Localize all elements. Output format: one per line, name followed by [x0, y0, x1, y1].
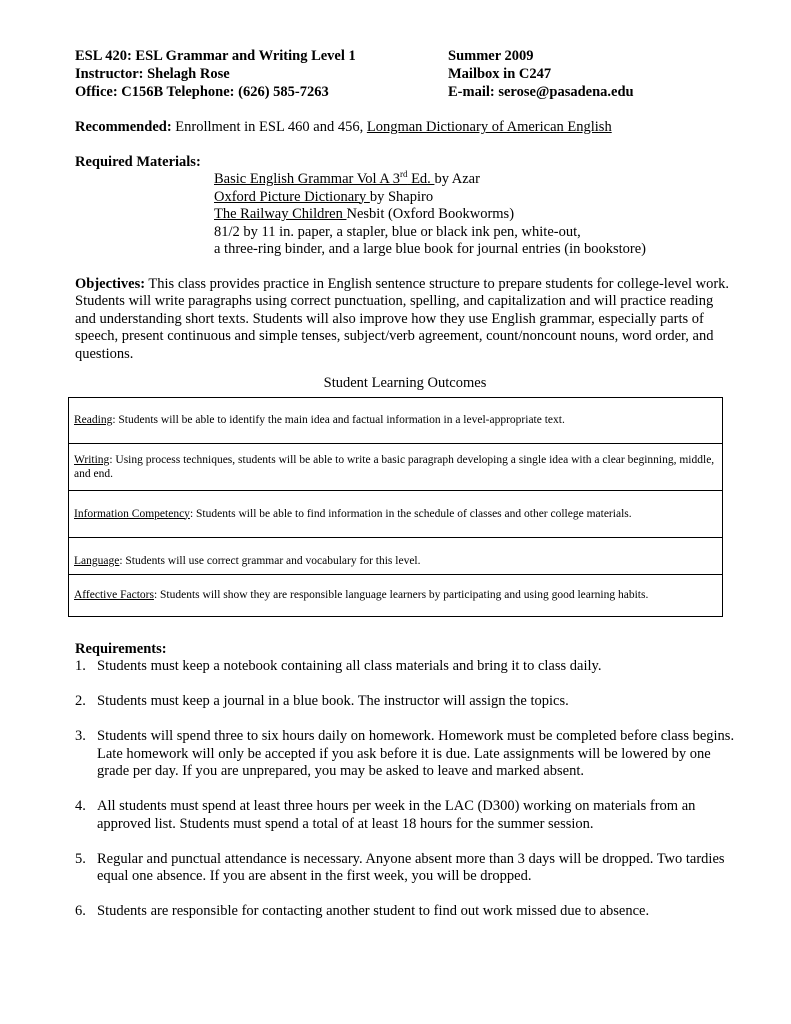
- slo-label: Writing: [74, 453, 110, 466]
- slo-title: Student Learning Outcomes: [323, 375, 487, 391]
- material-item: [214, 171, 735, 189]
- instructor-name: Instructor: Shelagh Rose: [75, 66, 230, 82]
- material-sup: rd: [399, 169, 408, 180]
- slo-label: Affective Factors: [74, 589, 154, 601]
- material-title-rest: Ed.: [407, 171, 435, 187]
- material-author: by Shapiro: [369, 188, 434, 205]
- requirements-label: Requirements:: [75, 640, 167, 657]
- material-item: [214, 189, 735, 207]
- list-item: 3. Students will spend three to six hours daily on homework. Homework must be completed before class begins. Late homework will only be accepted if you ask before it is due. Late assignments will be lowered by one grade per day. If you are unprepared, you may be asked to leave and marked absent.: [75, 728, 735, 779]
- material-title: Oxford Picture Dictionary: [214, 188, 370, 205]
- table-row: [69, 397, 723, 443]
- requirements-section: [75, 641, 735, 921]
- required-materials-section: [75, 154, 735, 259]
- list-item: 1. Students must keep a notebook containing all class materials and bring it to class daily.: [75, 658, 602, 674]
- mailbox-location: Mailbox in C247: [448, 66, 552, 82]
- slo-label: Information Competency: [74, 507, 190, 520]
- slo-text: : Using process techniques, students will be able to write a basic paragraph developing a single idea with a clear beginning, middle, and end.: [74, 453, 715, 480]
- table-row: [69, 490, 723, 537]
- office-phone: Office: C156B Telephone: (626) 585-7263: [75, 84, 329, 100]
- table-row: [69, 537, 723, 574]
- material-item: 81/2 by 11 in. paper, a stapler, blue or black ink pen, white-out,: [214, 223, 581, 240]
- recommended-section: [75, 119, 735, 137]
- table-row: [69, 443, 723, 490]
- slo-text: : Students will be able to find information in the schedule of classes and other college materials.: [189, 507, 632, 520]
- objectives-text: This class provides practice in English sentence structure to prepare students for college-level work. Students will write paragraphs using correct punctuation, spelling, and capitalization and will practice reading and understanding short texts. Students will also improve how they use English grammar, especially parts of speech, present continuous and simple tenses, subject/verb agreement, count/noncount nouns, word order, and questions.: [75, 275, 730, 362]
- list-item: 6. Students are responsible for contacting another student to find out work missed due to absence.: [75, 903, 650, 919]
- slo-text: : Students will show they are responsible language learners by participating and using good learning habits.: [153, 589, 649, 601]
- material-item: [214, 206, 735, 224]
- course-header: [75, 48, 735, 102]
- syllabus-page: [75, 48, 735, 921]
- list-item: 4. All students must spend at least three hours per week in the LAC (D300) working on materials from an approved list. Students must spend a total of at least 18 hours for the summer session.: [75, 798, 696, 832]
- materials-list: [214, 171, 735, 259]
- objectives-section: [75, 276, 735, 364]
- slo-label: Reading: [74, 414, 113, 426]
- objectives-label: Objectives:: [75, 275, 146, 292]
- material-author: by Azar: [434, 171, 480, 187]
- slo-label: Language: [74, 554, 120, 567]
- table-row: [69, 574, 723, 616]
- list-item: 5. Regular and punctual attendance is necessary. Anyone absent more than 3 days will be dropped. Two tardies equal one absence. If you are absent in the first week, you will be dropped.: [75, 850, 725, 884]
- course-term: Summer 2009: [448, 48, 534, 64]
- requirements-list: [75, 658, 735, 921]
- slo-text: : Students will use correct grammar and vocabulary for this level.: [119, 554, 421, 567]
- slo-text: : Students will be able to identify the main idea and factual information in a level-appropriate text.: [112, 414, 565, 426]
- course-title: ESL 420: ESL Grammar and Writing Level 1: [75, 48, 356, 64]
- email-address: E-mail: serose@pasadena.edu: [448, 84, 634, 100]
- list-item: 2. Students must keep a journal in a blue book. The instructor will assign the topics.: [75, 693, 569, 709]
- required-materials-label: Required Materials:: [75, 153, 201, 170]
- recommended-book: Longman Dictionary of American English: [366, 119, 612, 135]
- material-author: Nesbit (Oxford Bookworms): [346, 206, 515, 222]
- slo-table: [68, 397, 723, 617]
- material-title: The Railway Children: [214, 206, 347, 222]
- recommended-text: Enrollment in ESL 460 and 456,: [171, 119, 367, 135]
- recommended-label: Recommended:: [75, 119, 172, 135]
- material-item: a three-ring binder, and a large blue book for journal entries (in bookstore): [214, 241, 646, 257]
- material-title: Basic English Grammar Vol A 3: [214, 171, 400, 187]
